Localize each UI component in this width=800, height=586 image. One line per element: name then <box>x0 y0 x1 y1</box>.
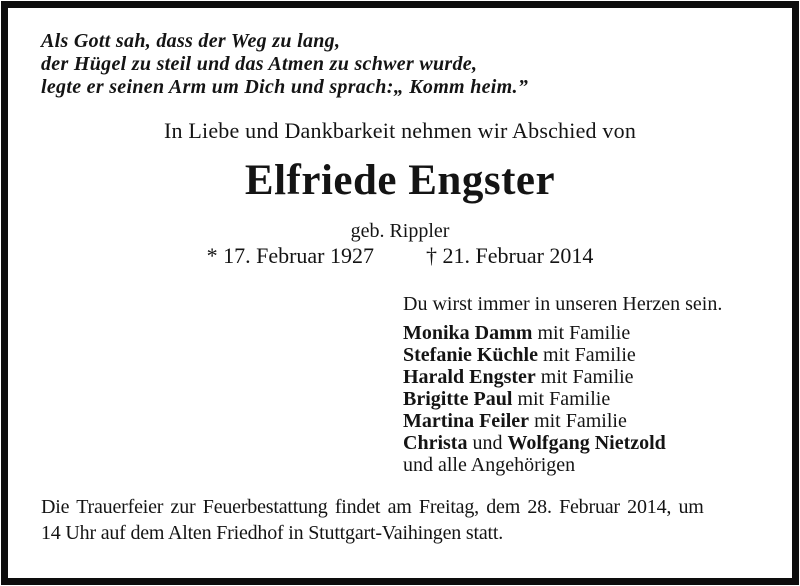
mourner-name: Stefanie Küchle <box>403 344 538 366</box>
mourner-text: mit Familie <box>532 322 631 344</box>
mourner-name: Martina Feiler <box>403 410 530 432</box>
mourners-column <box>403 293 722 476</box>
intro-line: In Liebe und Dankbarkeit nehmen wir Abschied von <box>163 118 637 143</box>
mourner-name: Monika Damm <box>403 322 533 344</box>
maiden-name: geb. Rippler <box>350 220 450 242</box>
mourner-name: Wolfgang Nietzold <box>507 432 666 454</box>
mourner-text: mit Familie <box>538 344 636 366</box>
mourner-line <box>403 454 722 476</box>
death-date: † 21. Februar 2014 <box>426 243 594 268</box>
mourner-line <box>403 432 722 454</box>
life-dates <box>0 243 800 268</box>
epigraph-line: legte er seinen Arm um Dich und sprach:„ Komm heim.” <box>41 76 529 98</box>
mourner-text: mit Familie <box>529 410 627 432</box>
mourner-line <box>403 366 722 388</box>
epigraph-line: der Hügel zu steil und das Atmen zu schwer wurde, <box>41 53 478 75</box>
birth-date: * 17. Februar 1927 <box>206 243 374 268</box>
farewell-line: Du wirst immer in unseren Herzen sein. <box>403 293 723 315</box>
mourner-line <box>403 322 722 344</box>
funeral-notice-line: 14 Uhr auf dem Alten Friedhof in Stuttgart-Vaihingen statt. <box>41 522 504 544</box>
mourner-line <box>403 410 722 432</box>
epigraph <box>41 30 528 99</box>
mourner-text: und alle Angehörigen <box>403 454 576 476</box>
mourner-name: Christa <box>403 432 468 454</box>
mourner-name: Harald Engster <box>403 366 536 388</box>
epigraph-line: Als Gott sah, dass der Weg zu lang, <box>41 30 341 52</box>
mourner-name: Brigitte Paul <box>403 388 513 410</box>
mourners-list <box>403 322 722 476</box>
mourner-text: mit Familie <box>535 366 634 388</box>
funeral-notice-line: Die Trauerfeier zur Feuerbestattung findet am Freitag, dem 28. Februar 2014, um <box>41 496 704 518</box>
deceased-name: Elfriede Engster <box>244 157 556 204</box>
funeral-notice <box>41 494 704 546</box>
mourner-text: und <box>467 432 508 454</box>
mourner-line <box>403 344 722 366</box>
mourner-line <box>403 388 722 410</box>
mourner-text: mit Familie <box>512 388 611 410</box>
